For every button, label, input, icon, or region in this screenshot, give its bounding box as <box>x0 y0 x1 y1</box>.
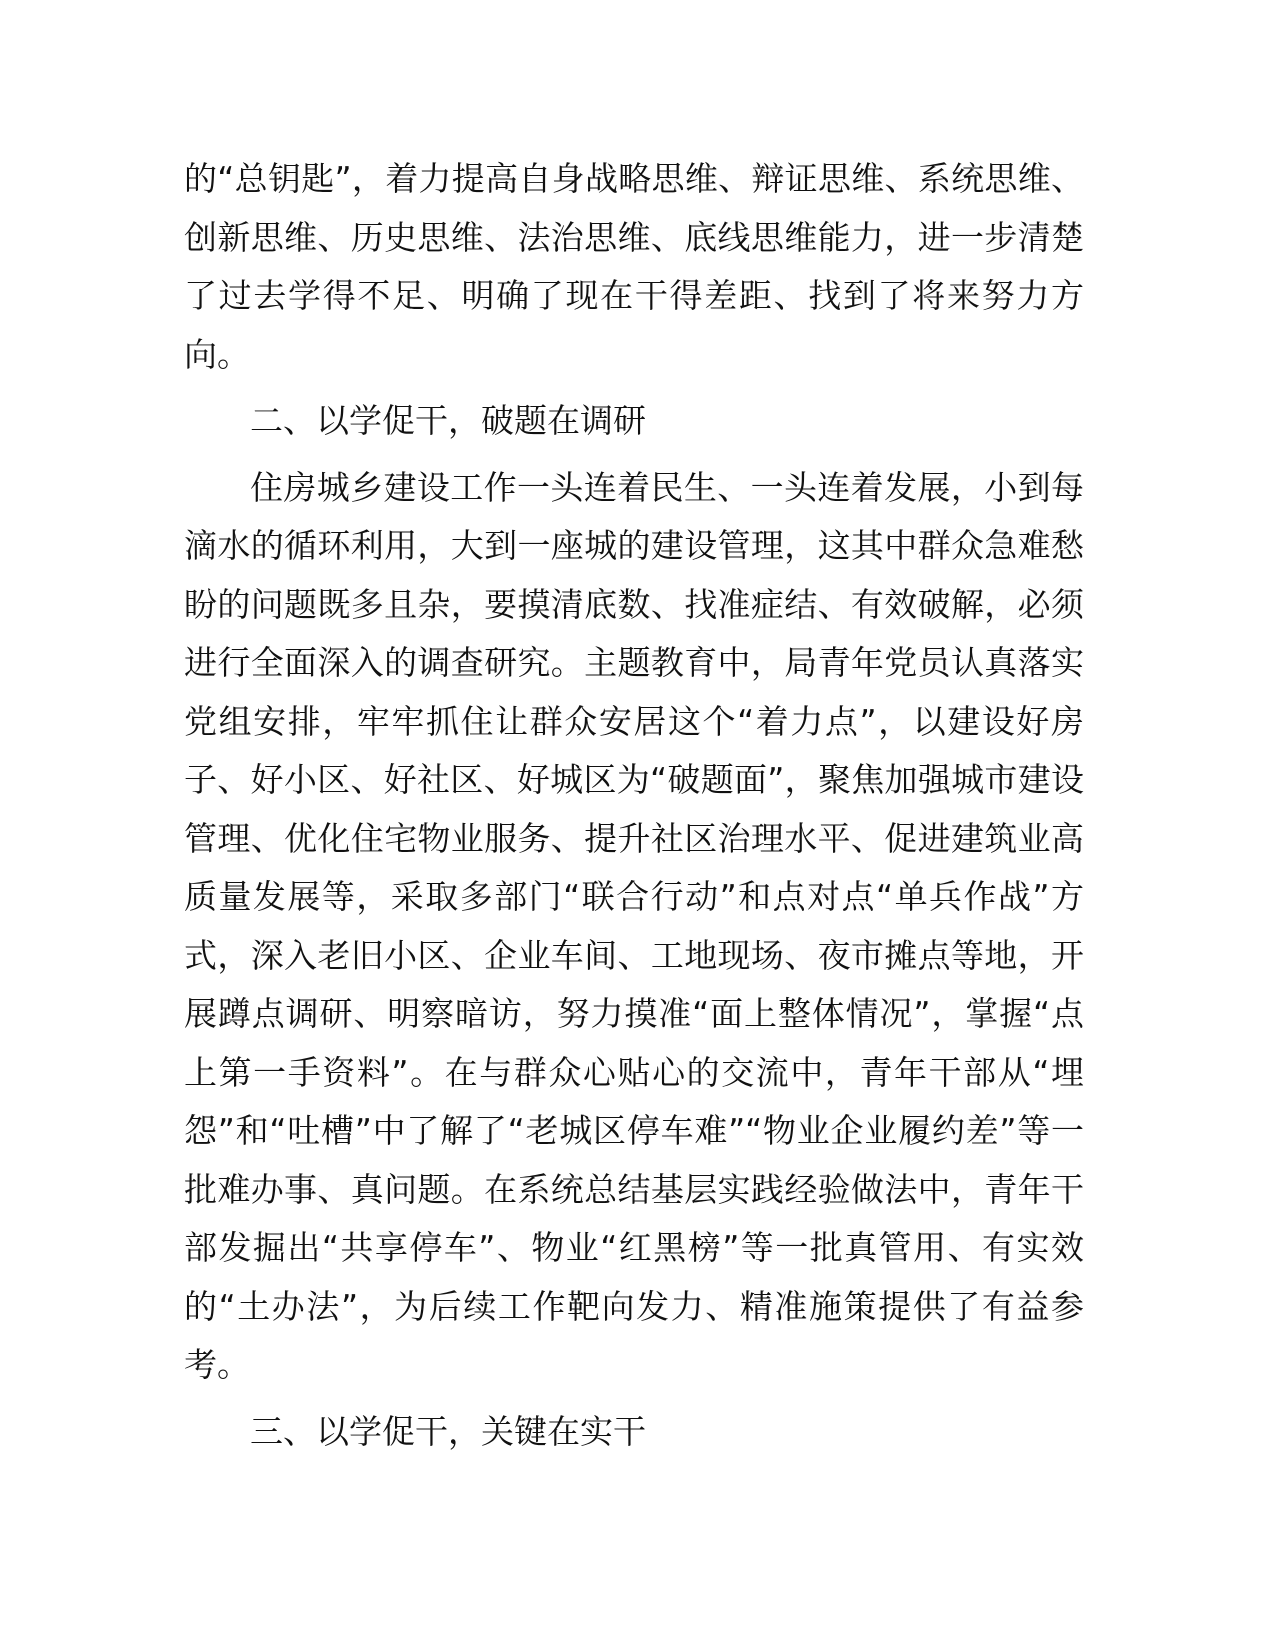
paragraph-spacer <box>184 384 1084 392</box>
section-heading-3: 三、以学促干，关键在实干 <box>250 1411 646 1451</box>
paragraph-research: 住房城乡建设工作一头连着民生、一头连着发展，小到每滴水的循环利用，大到一座城的建设管理，这其中群众急难愁盼的问题既多且杂，要摸清底数、找准症结、有效破解，必须进行全面深入的调查研究。主题教育中，局青年党员认真落实党组安排，牢牢抓住让群众安居这个“着力点”，以建设好房子、好小区、好社区、好城区为“破题面”，聚焦加强城市建设管理、优化住宅物业服务、提升社区治理水平、促进建筑业高质量发展等，采取多部门“联合行动”和点对点“单兵作战”方式，深入老旧小区、企业车间、工地现场、夜市摊点等地，开展蹲点调研、明察暗访，努力摸准“面上整体情况”，掌握“点上第一手资料”。在与群众心贴心的交流中，青年干部从“埋怨”和“吐槽”中了解了“老城区停车难”“物业企业履约差”等一批难办事、真问题。在系统总结基层实践经验做法中，青年干部发掘出“共享停车”、物业“红黑榜”等一批真管用、有实效的“土办法”，为后续工作靶向发力、精准施策提供了有益参考。 <box>184 467 1084 1384</box>
paragraph-spacer <box>184 451 1084 459</box>
paragraph-continued: 的“总钥匙”，着力提高自身战略思维、辩证思维、系统思维、创新思维、历史思维、法治思维、底线思维能力，进一步清楚了过去学得不足、明确了现在干得差距、找到了将来努力方向。 <box>184 159 1084 374</box>
document-body <box>184 150 1084 1461</box>
section-heading-2: 二、以学促干，破题在调研 <box>250 401 646 440</box>
paragraph-spacer <box>184 1395 1084 1403</box>
